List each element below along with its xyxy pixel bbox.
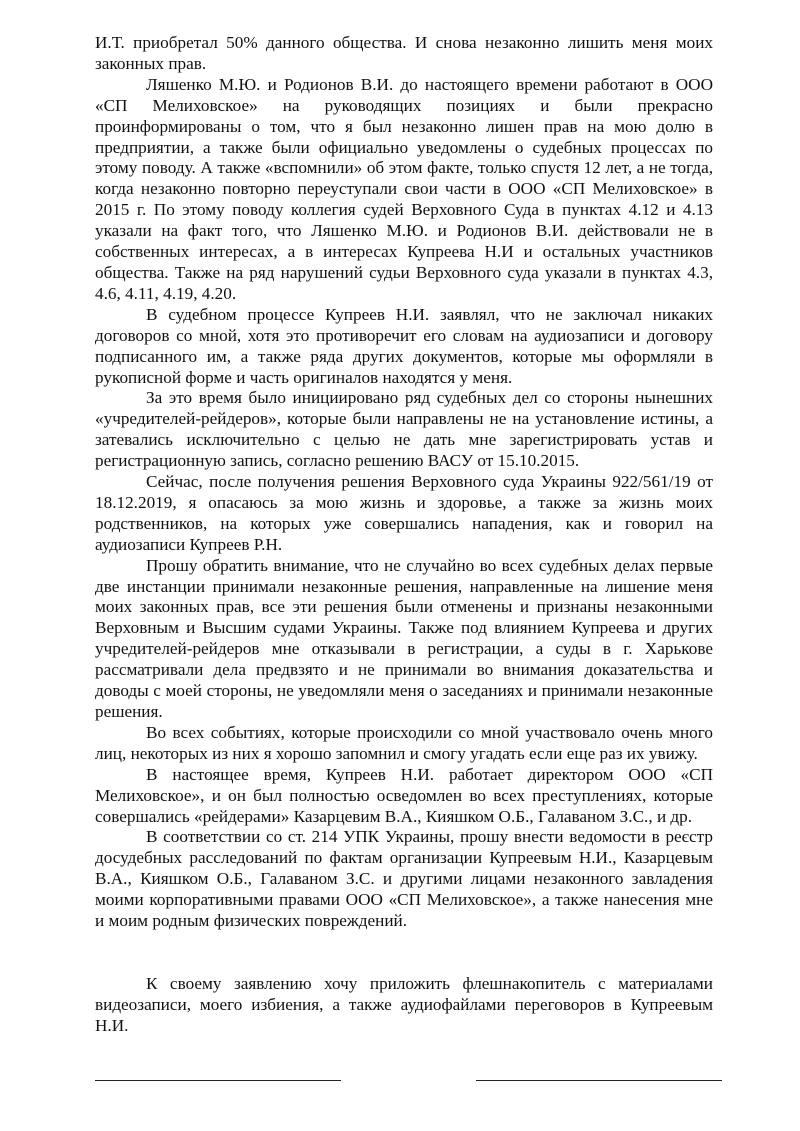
- paragraph-safety-concern: Сейчас, после получения решения Верховного суда Украины 922/561/19 от 18.12.2019, я опасаюсь за мою жизнь и здоровье, а также за жизнь моих родственников, на которых уже совершались нападения, как и говорил на аудиозаписи Купреев Р.Н.: [95, 472, 713, 554]
- signature-line-right: [476, 1080, 722, 1081]
- paragraph-court-process: В судебном процессе Купреев Н.И. заявлял, что не заключал никаких договоров со мной, хотя это противоречит его словам на аудиозаписи и договору подписанного им, а также ряда других документов, которые мы оформляли в рукописной форме и часть оригиналов находятся у меня.: [95, 304, 713, 387]
- paragraph-continuation: И.Т. приобретал 50% данного общества. И снова незаконно лишить меня моих законных прав.: [95, 33, 713, 73]
- paragraph-raider-cases: За это время было инициировано ряд судебных дел со стороны нынешних «учредителей-рейдеров», которые были направлены не на установление истины, а затевались исключительно с целью не дать мне зарегистрировать устав и регистрационную запись, согласно решению ВАСУ от 15.10.2015.: [95, 388, 713, 471]
- paragraph-attention-request: Прошу обратить внимание, что не случайно во всех судебных делах первые две инстанции принимали незаконные решения, направленные на лишение меня моих законных прав, все эти решения были отменены и признаны незаконными Верховным и Высшим судами Украины. Также под влиянием Купреева и других учредителей-рейдеров мне отказывали в регистрации, а суды в г. Харькове рассматривали дела предвзято и не принимали во внимания доказательства и доводы с моей стороны, не уведомляли меня о заседаниях и принимали незаконные решения.: [95, 555, 713, 721]
- paragraph-director: В настоящее время, Купреев Н.И. работает директором ООО «СП Мелиховское», и он был полностью осведомлен во всех преступлениях, которые совершались «рейдерами» Казарцевим В.А., Кияшком О.Б., Галаваном З.С., и др.: [95, 764, 713, 826]
- signature-line-left: [95, 1080, 341, 1081]
- paragraph-lyashenko-rodionov: Ляшенко М.Ю. и Родионов В.И. до настоящего времени работают в ООО «СП Мелиховское» на руководящих позициях и были прекрасно проинформированы о том, что я был незаконно лишен прав на мою долю в предприятии, а также были официально уведомлены о судебных процессах по этому поводу. А также «вспомнили» об этом факте, только спустя 12 лет, а не тогда, когда незаконно повторно переуступали свои части в ООО «СП Мелиховское» в 2015 г. По этому поводу коллегия судей Верховного Суда в пунктах 4.12 и 4.13 указали на факт того, что Ляшенко М.Ю. и Родионов В.И. действовали не в собственных интересах, а в интересах Купреева Н.И и остальных участников общества. Также на ряд нарушений судьи Верховного суда указали в пунктах 4.3, 4.6, 4.11, 4.19, 4.20.: [95, 74, 713, 303]
- paragraph-attachment: К своему заявлению хочу приложить флешнакопитель с материалами видеозаписи, моего избиения, а также аудиофайлами переговоров в Купреевым Н.И.: [95, 973, 713, 1035]
- paragraph-registry-request: В соответствии со ст. 214 УПК Украины, прошу внести ведомости в реєстр досудебных расследований по фактам организации Купреевым Н.И., Казарцевым В.А., Кияшком О.Б., Галаваном З.С. и другими лицами незаконного завладения моими корпоративными правами ООО «СП Мелиховское», а также нанесения мне и моим родным физических повреждений.: [95, 827, 713, 931]
- paragraph-spacer: [95, 932, 713, 974]
- paragraph-witnesses: Во всех событиях, которые происходили со мной участвовало очень много лиц, некоторых из них я хорошо запомнил и смогу угадать если еще раз их увижу.: [95, 722, 713, 763]
